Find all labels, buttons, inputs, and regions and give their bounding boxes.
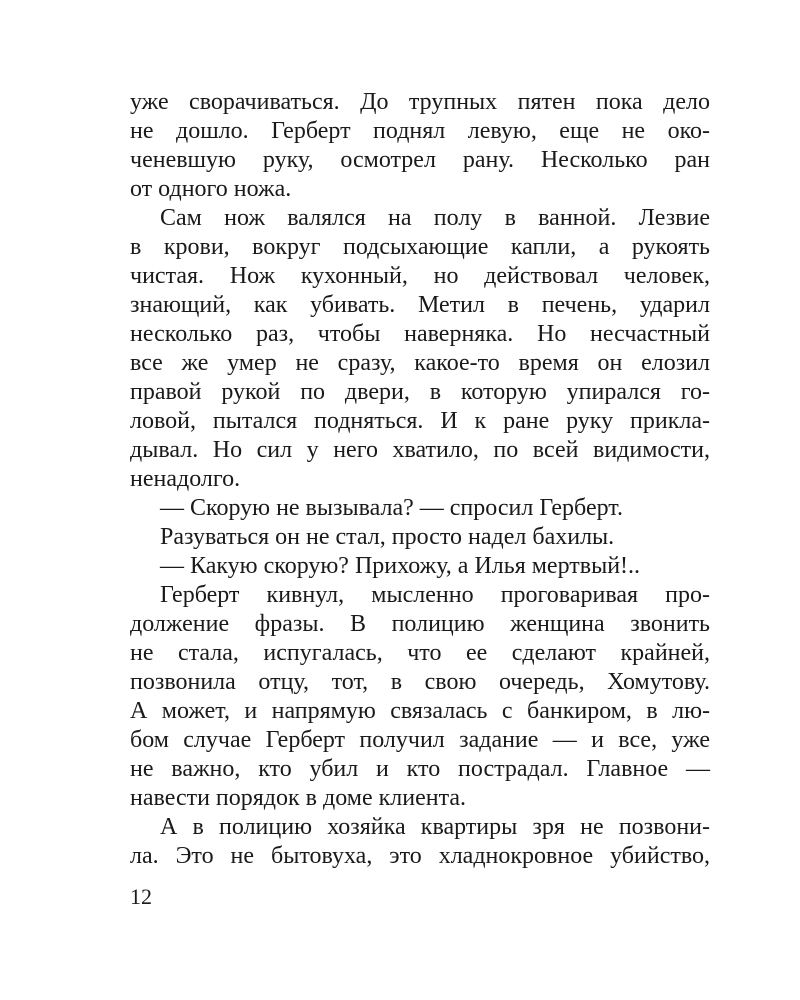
text-line: правой рукой по двери, в которую упирался го- xyxy=(130,379,710,405)
text-line: Герберт кивнул, мысленно проговаривая про- xyxy=(160,582,710,608)
text-line: позвонила отцу, тот, в свою очередь, Хомутову. xyxy=(130,669,710,695)
page-number: 12 xyxy=(130,884,152,909)
text-line: не важно, кто убил и кто пострадал. Главное — xyxy=(130,756,710,782)
text-line: не дошло. Герберт поднял левую, еще не око- xyxy=(130,118,710,144)
text-line: ченевшую руку, осмотрел рану. Несколько ран xyxy=(130,147,710,173)
text-line: должение фразы. В полицию женщина звонить xyxy=(130,611,710,637)
text-line: несколько раз, чтобы наверняка. Но несчастный xyxy=(130,321,710,347)
text-line: знающий, как убивать. Метил в печень, ударил xyxy=(130,292,710,318)
text-line: чистая. Нож кухонный, но действовал человек, xyxy=(130,263,710,289)
text-line: ненадолго. xyxy=(130,466,241,492)
body-text xyxy=(130,88,710,871)
text-line: в крови, вокруг подсыхающие капли, а рукоять xyxy=(130,234,710,260)
text-line: А в полицию хозяйка квартиры зря не позвони- xyxy=(160,814,710,840)
text-line: ловой, пытался подняться. И к ране руку прикла- xyxy=(130,408,710,434)
text-line: не стала, испугалась, что ее сделают крайней, xyxy=(130,640,710,666)
text-line: А может, и напрямую связалась с банкиром, в лю- xyxy=(130,698,710,724)
book-page xyxy=(130,0,710,1000)
text-line: — Какую скорую? Прихожу, а Илья мертвый!.. xyxy=(160,553,641,579)
text-line: Сам нож валялся на полу в ванной. Лезвие xyxy=(160,205,710,231)
text-line: дывал. Но сил у него хватило, по всей видимости, xyxy=(130,437,710,463)
text-line: навести порядок в доме клиента. xyxy=(130,785,467,811)
text-line: от одного ножа. xyxy=(130,176,292,202)
text-line: все же умер не сразу, какое-то время он елозил xyxy=(130,350,710,376)
text-line: уже сворачиваться. До трупных пятен пока дело xyxy=(130,89,710,115)
text-line: — Скорую не вызывала? — спросил Герберт. xyxy=(160,495,623,521)
text-line: ла. Это не бытовуха, это хладнокровное убийство, xyxy=(130,843,710,869)
text-line: Разуваться он не стал, просто надел бахилы. xyxy=(160,524,615,550)
text-line: бом случае Герберт получил задание — и все, уже xyxy=(130,727,710,753)
